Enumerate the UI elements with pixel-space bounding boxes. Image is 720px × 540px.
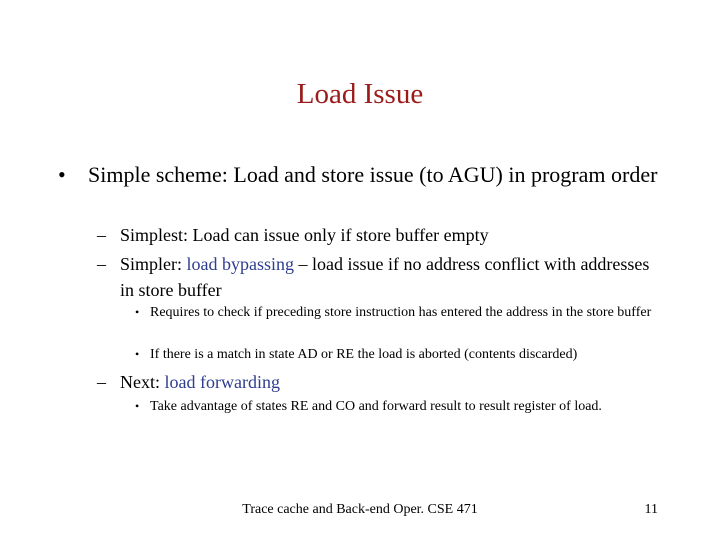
bullet-marker: •: [135, 347, 140, 361]
footer-text: Trace cache and Back-end Oper. CSE 471: [242, 502, 478, 517]
bullet-text: Simple scheme: Load and store issue (to AGU) in program order: [88, 162, 658, 187]
sub-bullet-simpler: [97, 251, 657, 303]
sub-bullet-next: [97, 369, 657, 395]
dash-marker: –: [97, 372, 106, 392]
load-forwarding-term: load forwarding: [164, 372, 280, 392]
sub-sub-bullet-requires-check: [135, 303, 660, 322]
sub-sub-bullet-text: If there is a match in state AD or RE the load is aborted (contents discarded): [150, 347, 578, 362]
bullet-marker: •: [135, 399, 140, 413]
sub-sub-bullet-text: Requires to check if preceding store instruction has entered the address in the store buffer: [150, 305, 652, 320]
sub-sub-bullet-text: Take advantage of states RE and CO and forward result to result register of load.: [150, 399, 602, 414]
sub-sub-bullet-match-abort: [135, 345, 660, 364]
suffix-text: – load issue if no address conflict with addresses in store buffer: [120, 254, 650, 300]
page-number: 11: [644, 502, 658, 517]
dash-marker: –: [97, 254, 106, 274]
bullet-marker: •: [135, 305, 140, 319]
slide-title: Load Issue: [296, 78, 424, 110]
prefix-text: Next:: [120, 372, 165, 392]
bullet-marker: •: [58, 162, 66, 187]
sub-bullet-text: [97, 369, 657, 395]
load-bypassing-term: load bypassing: [186, 254, 294, 274]
sub-sub-bullet-take-advantage: [135, 397, 660, 416]
prefix-text: Simpler:: [120, 254, 187, 274]
dash-marker: –: [97, 225, 106, 245]
sub-bullet-text: [97, 251, 657, 303]
sub-bullet-text: Simplest: Load can issue only if store buffer empty: [120, 225, 489, 245]
sub-bullet-simplest: [97, 222, 657, 248]
bullet-simple-scheme: [58, 160, 668, 189]
